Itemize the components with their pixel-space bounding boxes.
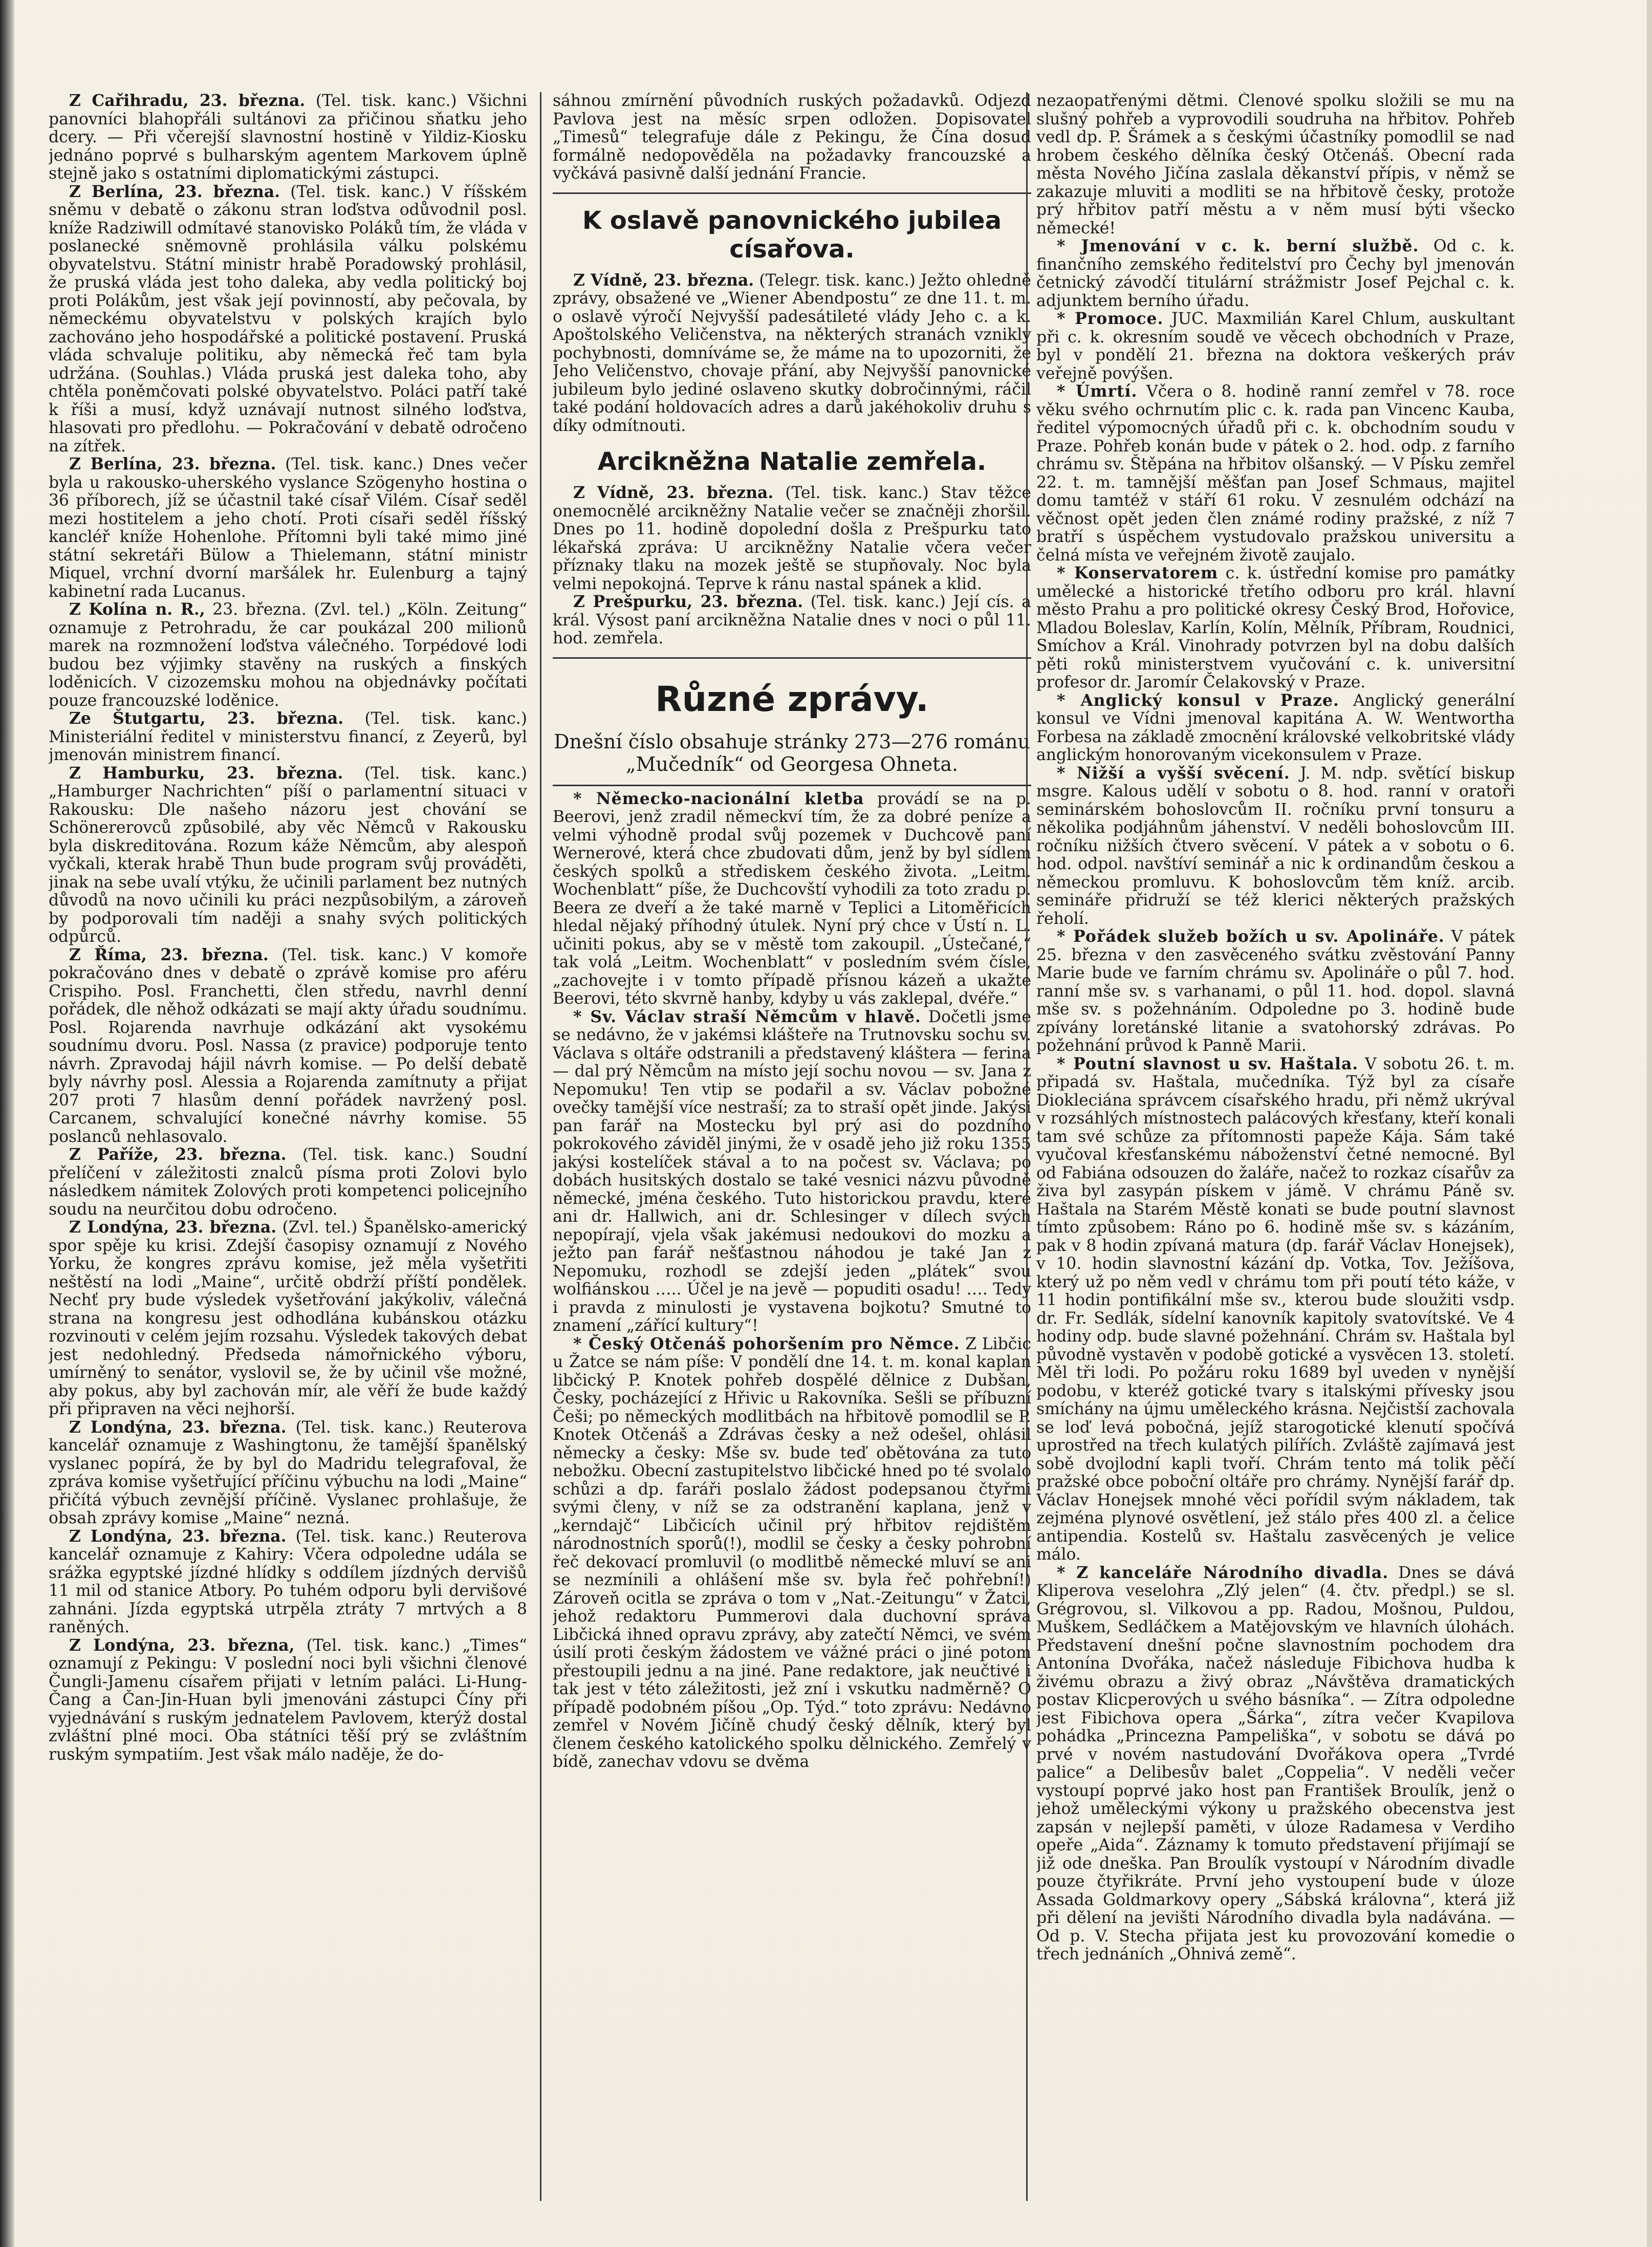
news-item xyxy=(49,1528,527,1637)
news-text: Anglický generální konsul ve Vídni jmenoval kapitána A. W. Wentwortha Forbesa na základě zmocnění královské velkobritské vlády anglickým honorovaným vicekonsulem v Praze. xyxy=(1036,691,1515,764)
news-text: (Tel. tisk. kanc.) Reuterova kancelář oznamuje z Kahiry: Včera odpoledne udála se srážka egyptské jízdné hlídky s oddílem jízdných dervišů 11 mil od stanice Atbory. Po tuhém odporu byli dervišové zahnáni. Jízda egyptská utrpěla ztráty 7 mrtvých a 8 raněných. xyxy=(49,1527,527,1636)
continued-text: nezaopatřenými dětmi. Členové spolku složili se mu na slušný pohřeb a vyprovodili soudruha na hřbitov. Pohřeb vedl dp. P. Šrámek a s českými účastníky pomodlil se nad hrobem českého dělníka český Otčenáš. Obecní rada města Nového Jičína zaslala děkanství přípis, v němž se zakazuje mluviti a modliti se na hřbitově česky, protože prý hřbitov patří městu a v něm musí býti všecko německé! xyxy=(1036,92,1515,237)
continued-text: sáhnou zmírnění původních ruských požadavků. Odjezd Pavlova jest na měsíc srpen odložen. Dopisovatel „Timesů“ telegrafuje dále z Pekingu, že Čína dosud formálně nedopověděla na požadavky francouzské a vyčkává pasivně další jednání Francie. xyxy=(553,92,1031,183)
news-item xyxy=(49,1637,527,1764)
news-item xyxy=(553,1008,1031,1335)
news-text: (Tel. tisk. kanc.) Stav těžce onemocnělé arcikněžny Natalie večer se značněji zhoršil. Dnes po 11. hodině dopolední došla z Prešpurku tato lékařská zpráva: U arcikněžny Natalie včera večer příznaky tlaku na mozek ještě se stupňovaly. Noc byla velmi nepokojná. Teprve k ránu nastal spánek a klid. xyxy=(553,484,1031,593)
news-item xyxy=(553,790,1031,1008)
section-divider xyxy=(553,192,1031,194)
news-item xyxy=(1036,565,1515,692)
dateline: Z Říma, 23. března. xyxy=(69,945,269,964)
news-text: (Telegr. tisk. kanc.) Ježto ohledně zprávy, obsažené ve „Wiener Abendpostu“ ze dne 11. t. m. o oslavě výročí Nejvyšší padesátileté vlády Jeho c. a k. Apoštolského Veličenstva, na některých stranách vznikly pochybnosti, domníváme se, že máme na to upozorniti, že Jeho Veličenstvo, chovaje přání, aby Nejvyšší panovnické jubileum bylo jediné oslaveno skutky dobročinnými, ráčil také podání holdovacích adres a darů jakéhokoliv druhu s díky odmítnouti. xyxy=(553,271,1031,435)
news-text: 23. března. (Zvl. tel.) „Köln. Zeitung“ oznamuje z Petrohradu, že car poukázal 200 milionů marek na rozmnožení loďstva válečného. Torpédové lodi budou bez výjimky stavěny na ruských a finských loděnicích. V cizozemsku mohou na objednávky počítati pouze francouzské loděnice. xyxy=(49,600,527,710)
news-text: (Tel. tisk. kanc.) V komoře pokračováno dnes v debatě o zprávě komise pro aféru Crispiho. Posl. Franchetti, člen středu, navrhl denní pořádek, dle něhož odkázati se mají akty úřadu soudnímu. Posl. Rojarenda navrhuje odkázání akt vysokému soudnímu dvoru. Posl. Nassa (z pravice) podporuje tento návrh. Zpravodaj hájil návrh komise. — Po delší debatě byly návrhy posl. Alessia a Rojarenda zamítnuty a přijat 207 proti 7 hlasům denní pořádek navržený posl. Carcanem, schvalující konečné návrhy komise. 55 poslanců nehlasovalo. xyxy=(49,945,527,1146)
news-title: * Pořádek služeb božích u sv. Apolináře. xyxy=(1057,927,1445,946)
dateline: Z Vídně, 23. března. xyxy=(573,484,774,502)
news-text: (Tel. tisk. kanc.) Dnes večer byla u rakousko-uherského vyslance Szögenyho hostina o 36 příborech, jíž se účastnil také císař Vilém. Císař seděl mezi hostitelem a jeho chotí. Proti císaři seděl říšský kancléř kníže Hohenlohe. Přítomni byli také mimo jiné státní sekretáři Bülow a Thielemann, státní ministr Miquel, vrchní dvorní maršálek hr. Eulenburg a tajný kabinetní rada Lucanus. xyxy=(49,455,527,601)
news-text: (Tel. tisk. kanc.) Ministeriální ředitel v ministerstvu financí, z Zeyerů, byl jmenován ministrem financí. xyxy=(49,709,527,764)
section-divider xyxy=(553,657,1031,659)
news-item xyxy=(1036,765,1515,928)
news-text: V pátek 25. března v den zasvěceného svátku zvěstování Panny Marie bude ve farním chrámu sv. Apolináře o půl 7. hod. ranní mše sv. s varhanami, o půl 11. hod. dopol. slavná mše sv. s požehnáním. Odpoledne po 3. hodině bude zpívány loretánské litanie a svatohorský zdrávas. Po požehnání průvod k Panně Marii. xyxy=(1036,927,1515,1055)
news-text: (Tel. tisk. kanc.) Její cís. a král. Výsost paní arcikněžna Natalie dnes v noci o půl 11. hod. zemřela. xyxy=(553,593,1031,647)
news-text: provádí se na p. Beerovi, jenž zradil německví tím, že za dobré peníze a velmi výhodně prodal svůj pozemek v Duchcově paní Wernerové, která chce zbudovati dům, jenž by byl sídlem českých spolků a střediskem českého života. „Leitm. Wochenblatt“ píše, že Duchcovští vyhodili za toto zradu p. Beera ze dveří a že také marně v Teplici a Litoměřicích hledal nějaký příhodný útulek. Nyní prý chce v Ústí n. L. učiniti pokus, aby se v městě tom zakoupil. „Ústečané,“ tak volá „Leitm. Wochenblatt“ v posledním svém čísle, „zachovejte i v tomto případě přísnou kázeň a ukažte Beerovi, této skvrně hanby, kdyby u vás zaklepal, dvéře.“ xyxy=(553,789,1031,1008)
news-item xyxy=(553,484,1031,593)
news-title: * Nižší a vyšší svěcení. xyxy=(1057,764,1290,783)
dateline: Z Berlína, 23. března. xyxy=(69,455,276,473)
news-text: (Tel. tisk. kanc.) V říšském sněmu v debatě o zákonu stran loďstva odůvodnil posl. kníže Radziwill odmítavé stanovisko Poláků tím, že vláda v poslanecké sněmovně prohlásila válku polskému obyvatelstvu. Státní ministr hrabě Poradowský prohlásil, že pruská vláda jest toho daleka, aby vedla politický boj proti Polákům, jest však její povinností, aby pečovala, by německému obyvatelstvu v polských krajích bylo zachováno jeho hospodářské a politické postavení. Pruská vláda schvaluje politiku, aby německá řeč tam byla udržána. (Souhlas.) Vláda pruská jest daleka toho, aby chtěla poněmčovati polské obyvatelstvo. Poláci patří také k říši a musí, když uznávají nutnost silného loďstva, hlasovati pro předlohu. — Pokračování v debatě odročeno na zítřek. xyxy=(49,182,527,456)
section-divider xyxy=(553,785,1031,786)
page-binding-edge xyxy=(0,0,14,2247)
dateline: Z Londýna, 23. března. xyxy=(69,1218,277,1237)
news-text: (Zvl. tel.) Španělsko-americký spor spěje ku krisi. Zdejší časopisy oznamují z Nového Yorku, že kongres zprávu komise, jež měla vyšetřiti neštěstí na lodi „Maine“, určitě obdrží příští pondělek. Nechť pry bude výsledek vyšetřování jakýkoliv, válečná strana na kongresu jest odhodlána kubánskou otázku rozvinouti v celém jejím rozsahu. Výsledek takových debat jest nedohledný. Předseda námořnického výboru, umírněný to senátor, vyslovil se, že by učinil vše možné, aby pokus, aby byl zachován mír, ale věří že bude každý při připraven na věci nejhorší. xyxy=(49,1218,527,1418)
dateline: Ze Štutgartu, 23. března. xyxy=(69,709,344,728)
section-heading-jubilee: K oslavě panovnického jubilea císařova. xyxy=(582,206,1002,264)
dateline: Z Prešpurku, 23. března. xyxy=(573,593,803,611)
news-text: (Tel. tisk. kanc.) Soudní přelíčení v záležitosti znalců písma proti Zolovi bylo následkem námitek Zolových proti kompetenci policejního soudu na neurčitou dobu odročeno. xyxy=(49,1146,527,1219)
news-title: * Konservatorem xyxy=(1057,564,1219,582)
news-item xyxy=(49,1419,527,1528)
news-title: * Jmenování v c. k. berní službě. xyxy=(1057,237,1419,255)
section-heading-various-news: Různé zprávy. xyxy=(655,679,929,720)
news-item xyxy=(49,183,527,456)
page-right-edge xyxy=(1647,0,1652,2247)
column-rule-1 xyxy=(540,92,541,2201)
news-title: * Poutní slavnost u sv. Haštala. xyxy=(1057,1054,1359,1073)
news-item xyxy=(49,1219,527,1419)
dateline: Z Berlína, 23. března. xyxy=(69,182,280,201)
news-item xyxy=(553,593,1031,648)
news-text: V sobotu 26. t. m. připadá sv. Haštala, mučedníka. Týž byl za císaře Diokleciána správcem císařského hradu, při němž ukrýval v rozsáhlých místnostech palácových křesťany, kteří konali tam své schůze za přítomnosti papeže Kája. Sám také vyučoval křesťanskému náboženství četné nemocné. Byl od Fabiána odsouzen do žaláře, načež to rozkaz císařův za živa byl zasypán pískem v jámě. V chrámu Páně sv. Haštala na Starém Městě konati se bude poutní slavnost tímto způsobem: Ráno po 6. hodině mše sv. s kázáním, pak v 8 hodin zpívaná matura (dp. farář Václav Honejsek), v 10. hodin slavnostní kázání dp. Votka, Tov. Ježíšova, který už po něm vedl v chrámu tom při poutí této káže, v 11 hodin pontifikální mše sv., kterou bude sloužiti vsdp. dr. Fr. Sedlák, sídelní kanovník kapitoly svatovítské. Ve 4 hodiny odp. bude slavné požehnání. Chrám sv. Haštala byl původně vystavěn v podobě gotické a vysvěcen 13. století. Měl tři lodi. Po požáru roku 1689 byl uveden v nynější podobu, v kteréž gotické tvary s italskými přívesky jsou smíchány na újmu uměleckého krásna. Nejčistší zachovala se loď levá pobočná, jejíž starogotické klenutí spočívá uprostřed na třech kulatých pilířích. Zvláště zajímavá jest sobě dvojlodní kapli tvoří. Chrám tento má tolik pěčí pražské obce poboční oltáře pro chrámy. Nynější farář dp. Václav Honejsek mnohé věci pořídil svým nákladem, tak zejména plynové osvětlení, jež stálo přes 400 zl. a čelice antipendia. Kostelů sv. Haštalu zasvěcených je velice málo. xyxy=(1036,1054,1515,1564)
news-text: (Tel. tisk. kanc.) Všichni panovníci blahopřáli sultánovi za přičinou sňatku jeho dcery. — Při včerejší slavnostní hostině v Yildiz-Kiosku jednáno poprvé s bulharským agentem Markovem úplně stejně jako s ostatními diplomatickými zástupci. xyxy=(49,92,527,183)
dateline: Z Hamburku, 23. března. xyxy=(69,764,343,783)
news-item xyxy=(49,946,527,1147)
news-item xyxy=(1036,1055,1515,1564)
news-text: c. k. ústřední komise pro památky umělecké a historické třetího odboru pro král. hlavní město Prahu a pro politické okresy Český Brod, Hořovice, Mladou Boleslav, Karlín, Kolín, Mělník, Příbram, Roudnici, Smíchov a Král. Vinohrady potvrzen byl na dobu dalších pěti roků ministerstvem vyučování c. k. universitní profesor dr. Jaromír Čelakovský v Praze. xyxy=(1036,564,1515,692)
news-item xyxy=(49,710,527,765)
news-item xyxy=(49,456,527,601)
news-item xyxy=(49,601,527,710)
dateline: Z Londýna, 23. března. xyxy=(69,1527,287,1546)
news-item xyxy=(1036,692,1515,765)
news-item xyxy=(1036,1564,1515,1964)
news-item xyxy=(553,1335,1031,1771)
dateline: Z Londýna, 23. března. xyxy=(69,1418,287,1437)
news-item xyxy=(1036,928,1515,1055)
column-local-news xyxy=(1036,92,1515,2206)
news-item xyxy=(49,1146,527,1219)
news-item xyxy=(1036,237,1515,310)
news-text: J. M. ndp. světící biskup msgre. Kalous udělí v sobotu o 8. hod. ranní v oratoři seminárském bohoslovcům II. ročníku první tonsuru a několika podjáhnům jáhenství. V neděli bohoslovcům III. ročníku nižších čtvero svěcení. V pátek a v sobotu o 6. hod. odpol. navštíví seminář a nic k ordinandům českou a německou promluvu. K bohoslovcům těm kníž. arcib. semináře přidruží se též klerici některých pražských řeholí. xyxy=(1036,764,1515,928)
news-text: JUC. Maxmilián Karel Chlum, auskultant při c. k. okresním soudě ve věcech obchodních v Praze, byl v pondělí 21. března na doktora veškerých práv veřejně povýšen. xyxy=(1036,310,1515,383)
news-item xyxy=(553,272,1031,436)
news-title: * Německo-nacionální kletba xyxy=(573,789,864,808)
news-text: Dnes se dává Kliperova veselohra „Zlý jelen“ (4. čtv. předpl.) se sl. Grégrovou, sl. Vilkovou a pp. Radou, Mošnou, Puldou, Muškem, Sedláčkem a Matějovským ve hlavních úlohách. Představení dnešní počne slavnostním pochodem dra Antonína Dvořáka, načež následuje Fibichova hudba k živému obrazu a živý obraz „Návštěva dramatických postav Klicperových u svého básníka“. — Zítra odpoledne jest Fibichova opera „Šárka“, zítra večer Kvapilova pohádka „Princezna Pampeliška“, v sobotu se dává po prvé v novém nastudování Dvořákova opera „Tvrdé palice“ a Delibesův balet „Coppelia“. V neděli večer vystoupí poprvé jako host pan František Broulík, jenž o jehož uměleckými výkony u pražského obecenstva jest zapsán v nejlepší paměti, v úloze Radamesa v Verdiho opeře „Aida“. Záznamy k tomuto představení přijímají se již ode dneška. Pan Broulík vystoupí v Národním divadle pouze čtyřikráte. První jeho vystoupení bude v úloze Assada Goldmarkovy opery „Sábská královna“, která již při dělení na jevišti Národního divadla byla nadávána. — Od p. V. Stecha přijata jest ku provozování komedie o třech jednáních „Ohnivá země“. xyxy=(1036,1563,1515,1963)
news-text: Z Libčic u Žatce se nám píše: V pondělí dne 14. t. m. konal kaplan libčický P. Knotek pohřeb dospělé dělnice z Dubšan, Česky, pocházející z Hřivic u Rakovníka. Sešli se příbuzní Češi; po německých modlitbách na hřbitově pomodlil se P. Knotek Otčenáš a Zdrávas česky a než odešel, ohlásil německy a česky: Mše sv. bude teď obětována za tuto nebožku. Obecní zastupitelstvo libčické hned po té svolalo schůzi a dp. faráři poslalo žádost podepsanou čtyřmi svými členy, v níž se za odstranění kaplana, jenž v „kerndajč“ Libčicích učinil prý hřbitov rejdištěm národnostních sporů(!), modlil se česky a česky pohrobní řeč dekovací promluvil (o modlitbě německé mluví se ani se nezmínili a ohlášení mše sv. byla řeč pohřební!) Zároveň ocitla se zpráva o tom v „Nat.-Zeitungu“ v Žatci, jehož redaktoru Pummerovi dala duchovní správa Libčická ihned opravu zprávy, aby zatečtí Němci, ve svém úsilí proti českým žádostem ve vážné práci o jiné potom přestoupili jednu a na jiné. Pane redaktore, jak neučtivé i tak jest v této záležitosti, jež zní i vskutku nadměrně? O případě podobném píšou „Op. Týd.“ toto zprávu: Nedávno zemřel v Novém Jičíně chudý český dělník, který byl členem českého katolického spolku dělnického. Zemřelý v bídě, zanechav vdovu se dvěma xyxy=(553,1334,1031,1771)
section-heading-natalie: Arcikněžna Natalie zemřela. xyxy=(597,447,987,476)
news-title: * Český Otčenáš pohoršením pro Němce. xyxy=(573,1334,960,1353)
news-title: * Úmrtí. xyxy=(1057,382,1138,401)
news-text: Od c. k. finančního zemského ředitelství pro Čechy byl jmenován četnický závodčí titulární strážmistr Josef Pejchal c. k. adjunktem berního úřadu. xyxy=(1036,237,1515,310)
dateline: Z Cařihradu, 23. března. xyxy=(69,92,306,110)
news-title: * Z kanceláře Národního divadla. xyxy=(1057,1563,1389,1582)
news-item xyxy=(49,765,527,946)
column-middle xyxy=(553,92,1031,2206)
news-text: (Tel. tisk. kanc.) Reuterova kancelář oznamuje z Washingtonu, že tamější španělský vyslanec popírá, že by byl do Madridu telegrafoval, že zpráva komise vyšetřující příčinu výbuchu na lodi „Maine“ přičítá výbuch zevnější příčině. Vyslanec prohlašuje, že obsah zprávy komise „Maine“ nezná. xyxy=(49,1418,527,1527)
news-text: Včera o 8. hodině ranní zemřel v 78. roce věku svého ochrnutím plic c. k. rada pan Vincenc Kauba, ředitel výpomocných úřadů při c. k. obchodním soudu v Praze. Pohřeb konán bude v pátek o 2. hod. odp. z farního chrámu sv. Štěpána na hřbitov olšanský. — V Písku zemřel 22. t. m. tamnější měšťan pan Josef Schmaus, majitel domu tamtéž v stáří 61 roku. V zesnulém odchází na věčnost opět jeden člen známé rodiny pražské, z níž 7 bratří s úspěchem vystudovalo pražskou universitu a čelná místa ve veřejném životě zaujalo. xyxy=(1036,382,1515,565)
dateline: Z Paříže, 23. března. xyxy=(69,1146,287,1164)
news-item xyxy=(49,92,527,183)
dateline: Z Kolína n. R., xyxy=(69,600,205,619)
news-text: Dočetli jsme se nedávno, že v jakémsi klášteře na Trutnovsku sochu sv. Václava s oltáře odstranili a představený kláštera — ferina — dal prý Němcům na místo její sochu novou — sv. Jana z Nepomuku! Ten vtip se podařil a sv. Václav pobožné ovečky tamější více nestraší; za to straší opět jinde. Jakýsi pan farář na Mostecku byl prý asi do pozdního pokrokového záviděl jinými, že v osadě jeho již roku 1355 jakýsi kostelíček stával a to na počest sv. Václava; po dobách husitských dostalo se také vesnici názvu původně německé, jména českého. Tuto historickou pravdu, které ani dr. Hallwich, ani dr. Schlesinger v dílech svých nepopírají, vjela však jakémusi nedoukovi do mozku a ježto pan farář nešťastnou náhodou je také Jan z Nepomuku, rozhodl se zdejší jeden „plátek“ svou wolfiánskou ….. Účel je na jevě — popuditi osadu! …. Tedy i pravda z minulosti je vystavena bojkotu? Smutné to znamení „zářící kultury“! xyxy=(553,1007,1031,1335)
column-foreign-news xyxy=(49,92,527,2206)
news-text: (Tel. tisk. kanc.) „Hamburger Nachrichten“ píší o parlamentní situaci v Rakousku: Dle našeho názoru jest chování se Schönererovců způsobilé, aby věc Němců v Rakousku byla diskreditována. Rozum káže Němcům, aby alespoň vyčkali, kterak hrabě Thun bude program svůj prováděti, jinak na sebe uvalí vtýku, že učinili parlament bez nutných důvodů na novo učinili ku práci nezpůsobilým, a zároveň by podporovali tím naději a snahy svých politických odpůrců. xyxy=(49,764,527,946)
news-title: * Sv. Václav straší Němcům v hlavě. xyxy=(573,1007,921,1026)
news-item xyxy=(1036,383,1515,565)
dateline: Z Vídně, 23. března. xyxy=(573,271,754,290)
news-text: (Tel. tisk. kanc.) „Times“ oznamují z Pekingu: V poslední noci byli všichni členové Čungli-Jamenu císařem přijati v letním paláci. Li-Hung-Čang a Čan-Jin-Huan byli jmenováni zástupci Číny při vyjednávání s ruským jednatelem Pavlovem, kterýž dostal zvláštní plné moci. Oba státníci těší prý se zvláštním ruským sympatiím. Jest však málo naděje, že do- xyxy=(49,1636,527,1764)
dateline: Z Londýna, 23. března, xyxy=(69,1636,295,1655)
news-title: * Anglický konsul v Praze. xyxy=(1057,691,1339,710)
news-title: * Promoce. xyxy=(1057,310,1164,328)
novel-notice: Dnešní číslo obsahuje stránky 273—276 románu „Mučedník“ od Georgesa Ohneta. xyxy=(554,730,1030,775)
news-item xyxy=(1036,310,1515,383)
